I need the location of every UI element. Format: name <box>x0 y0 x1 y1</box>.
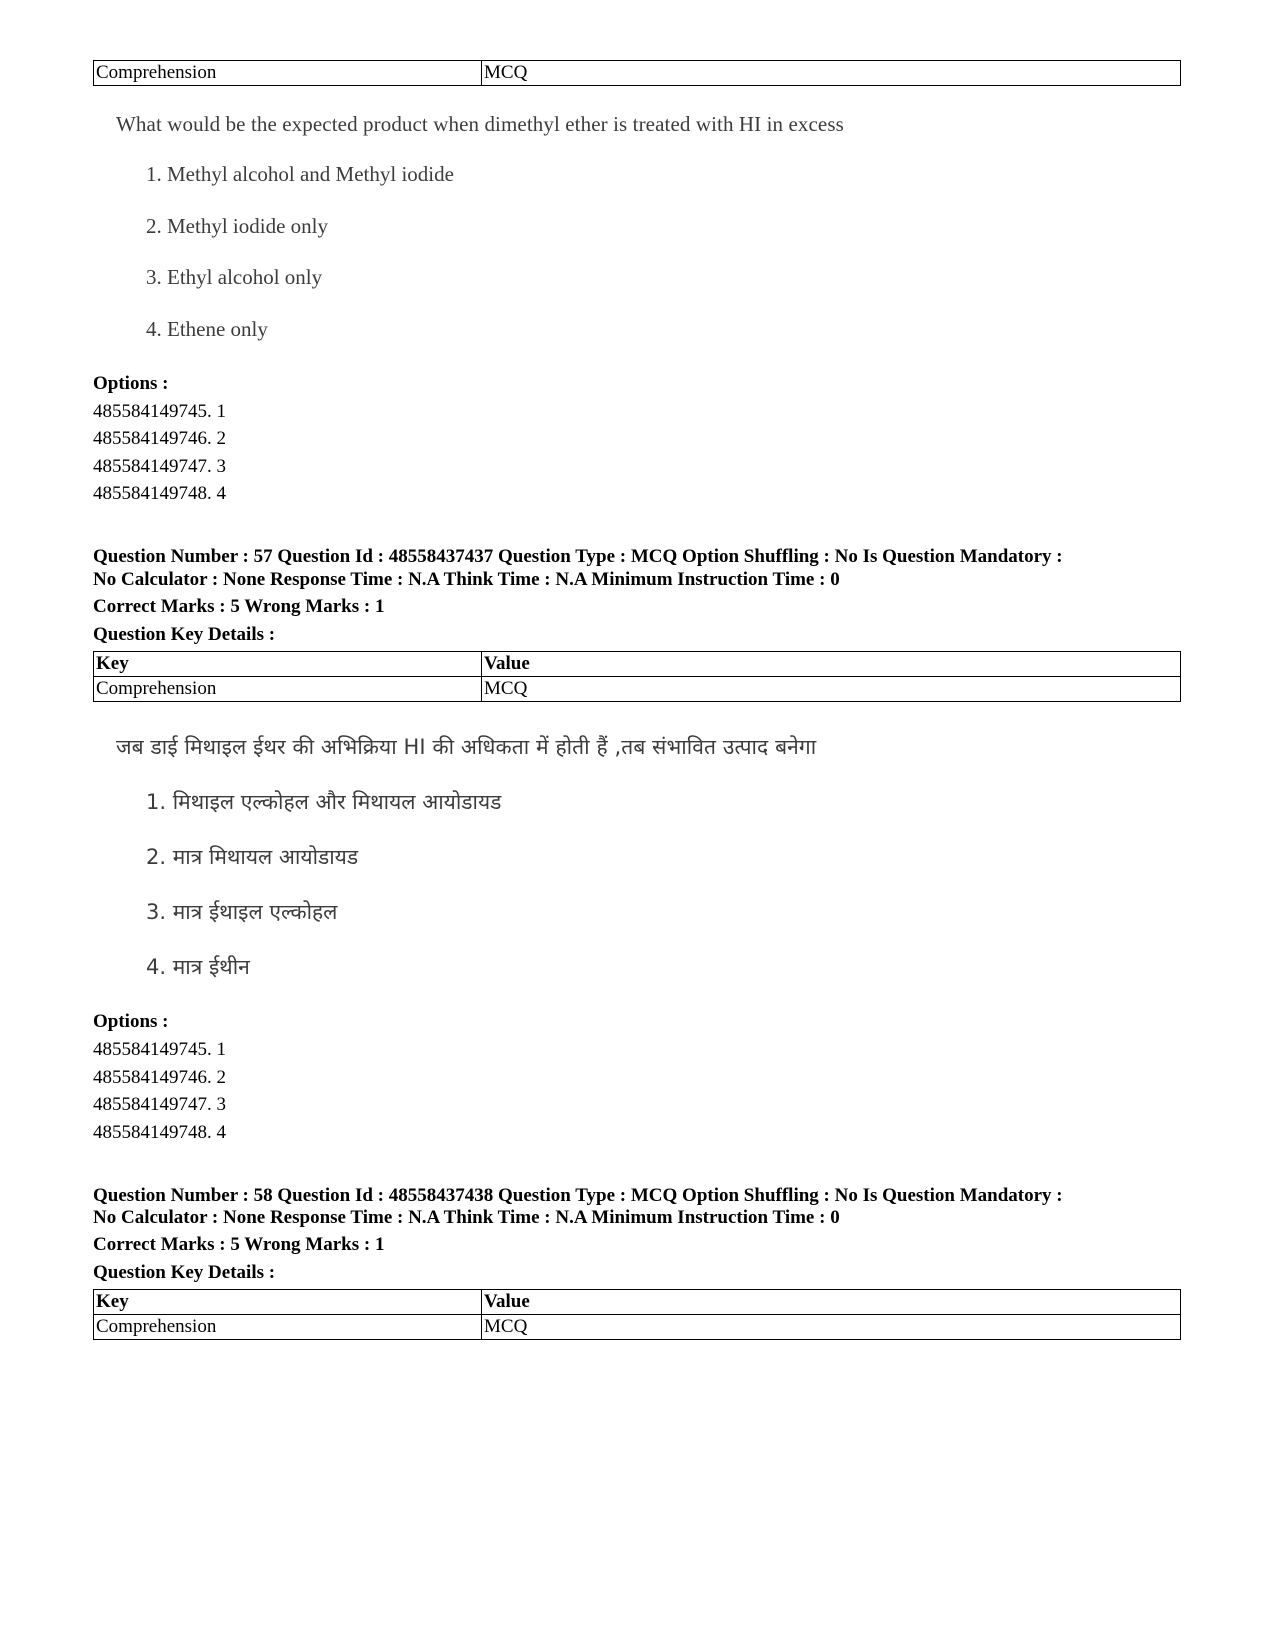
option-item: 485584149748. 4 <box>93 1122 226 1143</box>
table-row <box>94 61 1181 86</box>
table-row <box>94 1315 1181 1340</box>
question-choice: 1. Methyl alcohol and Methyl iodide <box>146 162 454 186</box>
question-choice: 3. Ethyl alcohol only <box>146 265 323 289</box>
question-stem: जब डाई मिथाइल ईथर की अभिक्रिया HI की अधिकता में होती हैं ,तब संभावित उत्पाद बनेगा <box>116 735 817 759</box>
q57-key-details-title: Question Key Details : <box>93 624 276 645</box>
question-choice: 4. मात्र ईथीन <box>146 955 250 979</box>
question-choice: 2. मात्र मिथायल आयोडायड <box>146 845 359 869</box>
table-cell-key: Comprehension <box>94 61 482 86</box>
q56-question-image <box>116 110 844 341</box>
q57-meta-line-2: No Calculator : None Response Time : N.A Think Time : N.A Minimum Instruction Time : 0 <box>93 569 840 590</box>
q56-key-table <box>93 60 1181 86</box>
table-header-row <box>94 1290 1181 1315</box>
option-item: 485584149747. 3 <box>93 456 226 477</box>
q58-marks: Correct Marks : 5 Wrong Marks : 1 <box>93 1234 385 1255</box>
q58-meta-line-2: No Calculator : None Response Time : N.A Think Time : N.A Minimum Instruction Time : 0 <box>93 1207 840 1228</box>
question-stem: What would be the expected product when dimethyl ether is treated with HI in excess <box>116 112 844 136</box>
option-item: 485584149746. 2 <box>93 1067 226 1088</box>
option-item: 485584149747. 3 <box>93 1094 226 1115</box>
q57-question-image <box>116 733 817 979</box>
option-item: 485584149748. 4 <box>93 483 226 504</box>
option-item: 485584149746. 2 <box>93 428 226 449</box>
question-choice: 4. Ethene only <box>146 317 268 341</box>
option-item: 485584149745. 1 <box>93 1039 226 1060</box>
q58-meta-line-1: Question Number : 58 Question Id : 48558437438 Question Type : MCQ Option Shuffling : No Is Question Mandatory : <box>93 1185 1063 1206</box>
table-header-row <box>94 652 1181 677</box>
table-cell-value: MCQ <box>482 61 1181 86</box>
table-row <box>94 677 1181 702</box>
q57-meta-line-1: Question Number : 57 Question Id : 48558437437 Question Type : MCQ Option Shuffling : No Is Question Mandatory : <box>93 546 1063 567</box>
q57-marks: Correct Marks : 5 Wrong Marks : 1 <box>93 596 385 617</box>
table-cell-value: MCQ <box>482 1315 1181 1340</box>
table-header-key: Key <box>94 652 482 677</box>
options-heading: Options : <box>93 373 169 394</box>
q58-key-details-title: Question Key Details : <box>93 1262 276 1283</box>
table-header-value: Value <box>482 652 1181 677</box>
question-choice: 3. मात्र ईथाइल एल्कोहल <box>146 900 338 924</box>
question-choice: 1. मिथाइल एल्कोहल और मिथायल आयोडायड <box>146 790 502 814</box>
table-cell-value: MCQ <box>482 677 1181 702</box>
q58-key-table <box>93 1289 1181 1340</box>
option-item: 485584149745. 1 <box>93 401 226 422</box>
question-choice: 2. Methyl iodide only <box>146 214 328 238</box>
table-cell-key: Comprehension <box>94 677 482 702</box>
options-heading: Options : <box>93 1011 169 1032</box>
q57-key-table <box>93 651 1181 702</box>
table-cell-key: Comprehension <box>94 1315 482 1340</box>
table-header-value: Value <box>482 1290 1181 1315</box>
table-header-key: Key <box>94 1290 482 1315</box>
